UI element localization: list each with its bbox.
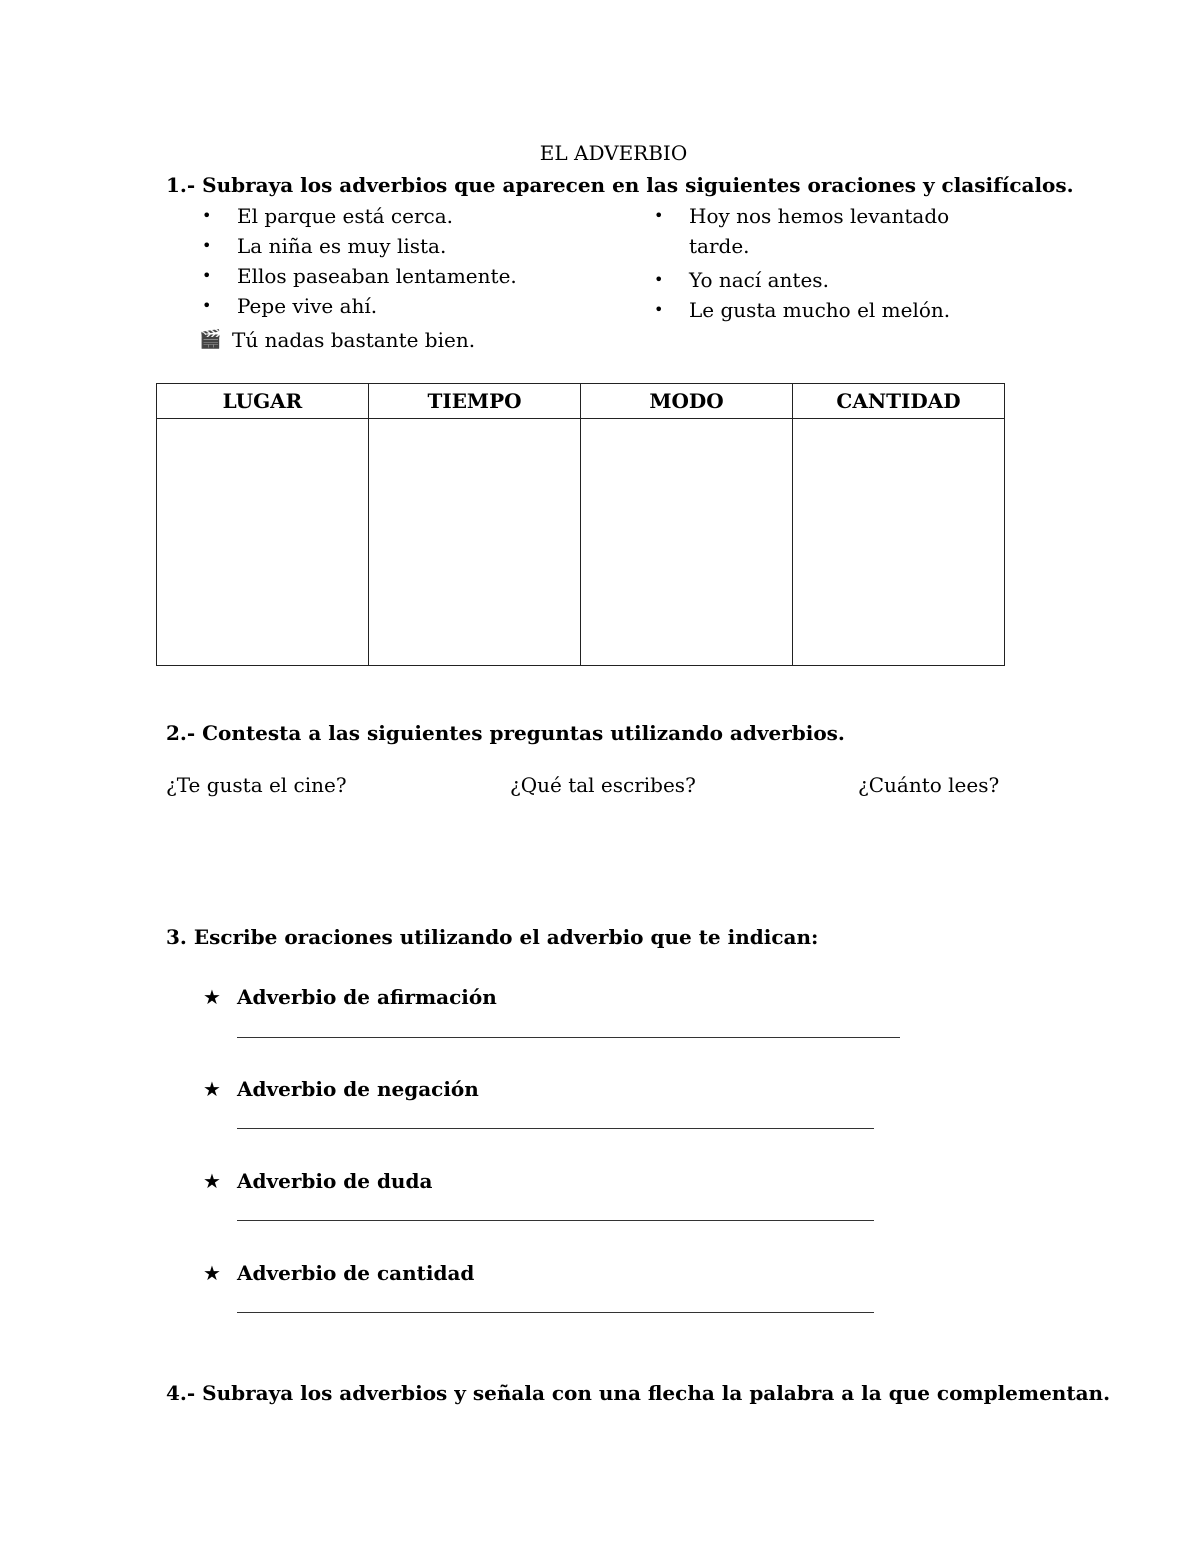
adverb-type-label: Adverbio de negación xyxy=(237,1077,479,1101)
answer-line[interactable] xyxy=(237,1037,900,1038)
column-header-tiempo: TIEMPO xyxy=(369,384,581,419)
exercise-4-heading: 4.- Subraya los adverbios y señala con una flecha la palabra a la que complementan. xyxy=(166,1381,1111,1405)
column-header-lugar: LUGAR xyxy=(157,384,369,419)
adverb-type-label: Adverbio de duda xyxy=(237,1169,433,1193)
page-title: EL ADVERBIO xyxy=(539,141,688,165)
answer-cell-cantidad[interactable] xyxy=(793,419,1005,666)
sentence-item: Le gusta mucho el melón. xyxy=(689,298,951,322)
star-icon: ★ xyxy=(203,1169,221,1193)
bullet-icon: • xyxy=(654,206,664,225)
classification-table xyxy=(156,383,1005,666)
sentence-item: El parque está cerca. xyxy=(237,204,454,228)
column-header-cantidad: CANTIDAD xyxy=(793,384,1005,419)
answer-line[interactable] xyxy=(237,1220,874,1221)
bullet-icon: • xyxy=(654,270,664,289)
answer-cell-tiempo[interactable] xyxy=(369,419,581,666)
adverb-type-label: Adverbio de afirmación xyxy=(237,985,497,1009)
column-header-modo: MODO xyxy=(581,384,793,419)
question-item: ¿Te gusta el cine? xyxy=(166,773,347,797)
sentence-item: Hoy nos hemos levantado xyxy=(689,204,950,228)
star-icon: ★ xyxy=(203,1077,221,1101)
answer-line[interactable] xyxy=(237,1128,874,1129)
table-row xyxy=(157,419,1005,666)
answer-cell-lugar[interactable] xyxy=(157,419,369,666)
bullet-icon: • xyxy=(202,206,212,225)
star-icon: ★ xyxy=(203,1261,221,1285)
sentence-item: Yo nací antes. xyxy=(689,268,829,292)
sentence-item: Tú nadas bastante bien. xyxy=(232,328,476,352)
bullet-icon: • xyxy=(202,266,212,285)
exercise-2-heading: 2.- Contesta a las siguientes preguntas utilizando adverbios. xyxy=(166,721,845,745)
sentence-item: Ellos paseaban lentamente. xyxy=(237,264,517,288)
sentence-item-continuation: tarde. xyxy=(689,234,750,258)
bullet-icon: • xyxy=(654,300,664,319)
star-icon: ★ xyxy=(203,985,221,1009)
sentence-item: Pepe vive ahí. xyxy=(237,294,378,318)
exercise-3-heading: 3. Escribe oraciones utilizando el adverbio que te indican: xyxy=(166,925,819,949)
table-header-row xyxy=(157,384,1005,419)
sentence-item: La niña es muy lista. xyxy=(237,234,447,258)
question-item: ¿Cuánto lees? xyxy=(858,773,1000,797)
adverb-type-label: Adverbio de cantidad xyxy=(237,1261,475,1285)
exercise-1-heading: 1.- Subraya los adverbios que aparecen en las siguientes oraciones y clasifícalos. xyxy=(166,173,1074,197)
answer-line[interactable] xyxy=(237,1312,874,1313)
bullet-icon: • xyxy=(202,296,212,315)
answer-cell-modo[interactable] xyxy=(581,419,793,666)
bullet-icon: • xyxy=(202,236,212,255)
question-item: ¿Qué tal escribes? xyxy=(510,773,696,797)
clapperboard-icon: 🎬 xyxy=(199,329,222,350)
